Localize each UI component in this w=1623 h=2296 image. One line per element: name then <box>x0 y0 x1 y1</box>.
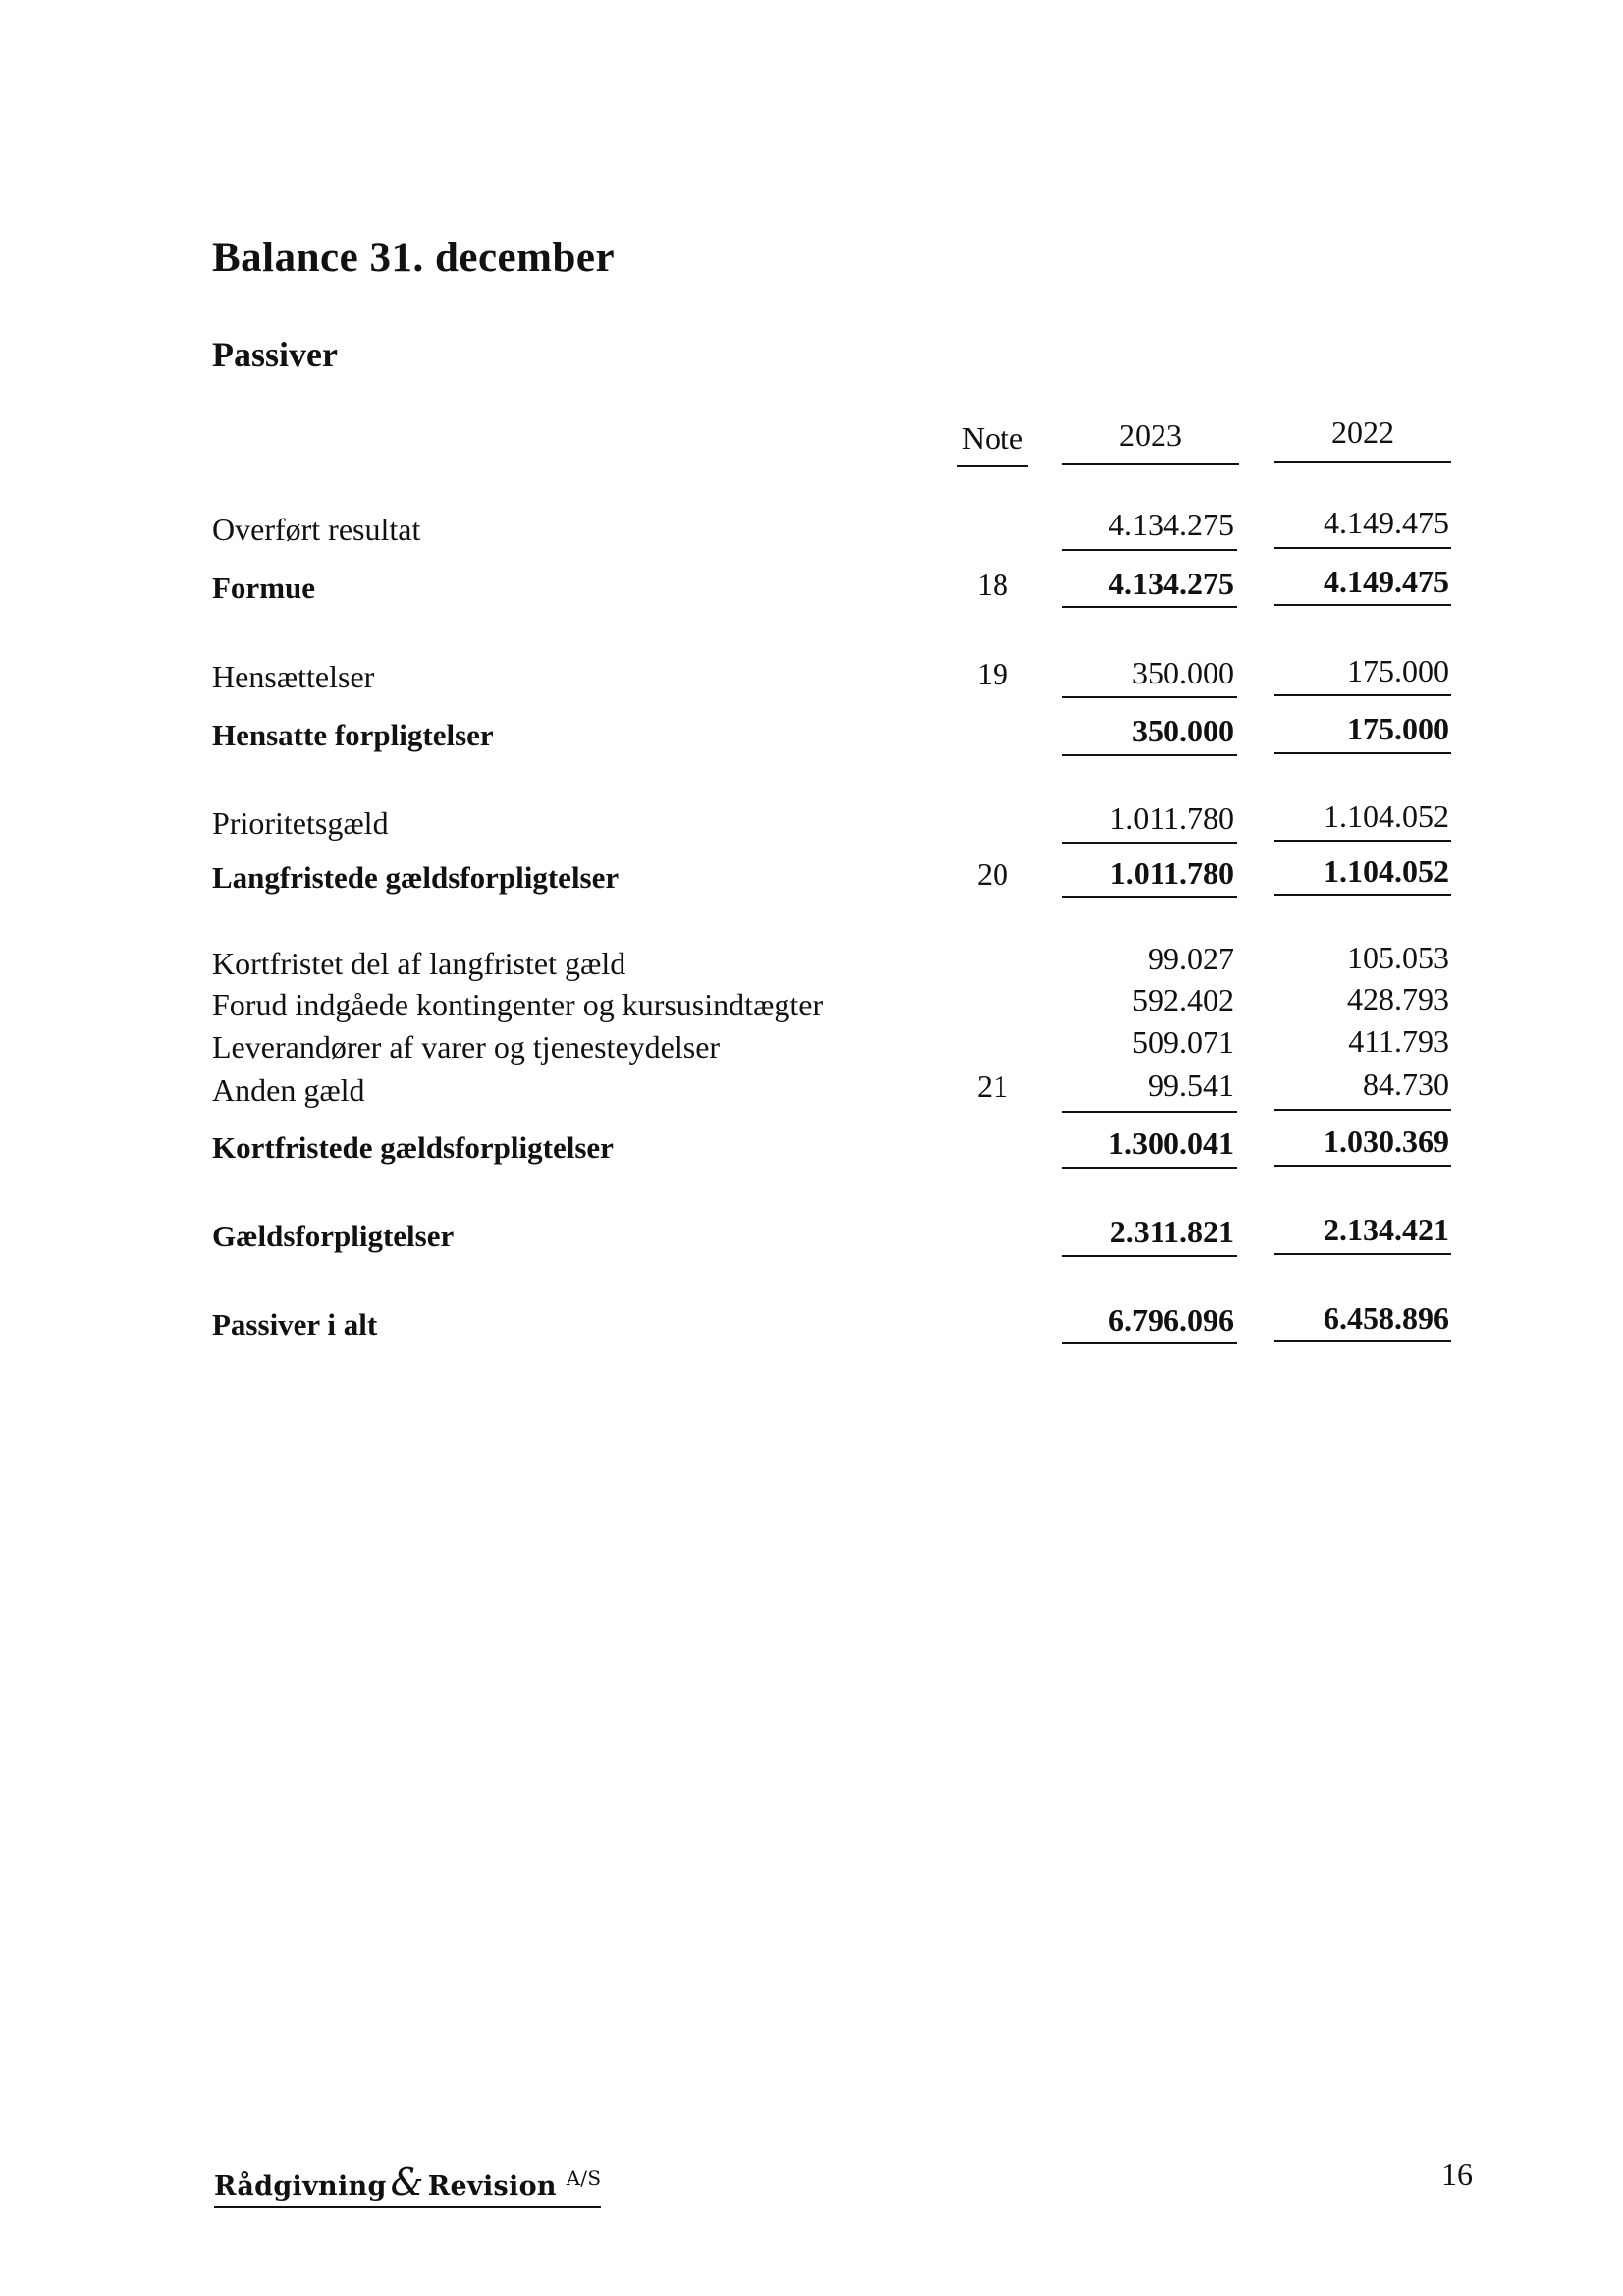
logo-suffix: A/S <box>566 2166 602 2190</box>
note-ref: 21 <box>977 1068 1008 1104</box>
value-2023: 2.311.821 <box>1109 1214 1234 1249</box>
sum-rule <box>1062 549 1237 551</box>
total-rule <box>1062 606 1237 608</box>
value-2023: 99.541 <box>1148 1067 1234 1103</box>
value-2022: 4.149.475 <box>1324 505 1449 540</box>
note-ref: 20 <box>977 856 1008 892</box>
value-2023: 1.011.780 <box>1109 800 1234 836</box>
row-label-subtotal: Kortfristede gældsforpligtelser <box>212 1130 614 1165</box>
row-label: Hensættelser <box>212 659 375 694</box>
value-2023: 350.000 <box>1132 713 1234 748</box>
total-rule <box>1274 1340 1451 1342</box>
row-label-subtotal: Langfristede gældsforpligtelser <box>212 860 620 895</box>
row-label: Overført resultat <box>212 512 421 547</box>
value-2022: 175.000 <box>1347 711 1449 746</box>
total-rule <box>1274 1165 1451 1167</box>
sum-rule <box>1274 694 1451 696</box>
header-rule-2022 <box>1274 461 1451 463</box>
total-rule <box>1062 1342 1237 1344</box>
sum-rule <box>1062 696 1237 698</box>
value-2022: 1.104.052 <box>1324 798 1449 834</box>
row-label: Forud indgåede kontingenter og kursusindtægter <box>212 987 824 1022</box>
value-2022: 1.104.052 <box>1324 853 1449 889</box>
total-rule <box>1062 754 1237 756</box>
value-2022: 428.793 <box>1347 981 1449 1016</box>
sum-rule <box>1274 840 1451 842</box>
row-label-subtotal: Gældsforpligtelser <box>212 1219 455 1253</box>
value-2023: 4.134.275 <box>1109 566 1234 601</box>
section-title: Passiver <box>212 335 338 374</box>
logo-ampersand: & <box>390 2160 424 2204</box>
logo-text-part2: Revision <box>427 2171 557 2202</box>
value-2023: 6.796.096 <box>1109 1302 1234 1338</box>
row-label: Prioritetsgæld <box>212 805 389 841</box>
header-rule-2023 <box>1062 463 1239 465</box>
value-2023: 99.027 <box>1148 941 1234 976</box>
row-label-subtotal: Hensatte forpligtelser <box>212 718 494 752</box>
total-rule <box>1062 1255 1237 1257</box>
total-rule <box>1062 896 1237 898</box>
sum-rule <box>1062 842 1237 844</box>
note-ref: 18 <box>977 567 1008 602</box>
row-label: Leverandører af varer og tjenesteydelser <box>212 1029 721 1065</box>
row-label-grand-total: Passiver i alt <box>212 1307 378 1341</box>
total-rule <box>1274 894 1451 896</box>
total-rule <box>1062 1167 1237 1169</box>
value-2022: 1.030.369 <box>1324 1123 1449 1159</box>
value-2023: 4.134.275 <box>1109 507 1234 542</box>
page-number: 16 <box>1441 2157 1473 2192</box>
total-rule <box>1274 752 1451 754</box>
value-2023: 1.011.780 <box>1109 855 1234 891</box>
value-2022: 411.793 <box>1348 1023 1449 1059</box>
value-2023: 350.000 <box>1132 655 1234 690</box>
row-label: Kortfristet del af langfristet gæld <box>212 946 626 981</box>
sum-rule <box>1274 1109 1451 1111</box>
value-2023: 1.300.041 <box>1109 1125 1234 1161</box>
total-rule <box>1274 1253 1451 1255</box>
value-2022: 4.149.475 <box>1324 564 1449 599</box>
value-2023: 592.402 <box>1132 982 1234 1017</box>
sum-rule <box>1274 547 1451 549</box>
column-header-year-2023: 2023 <box>1119 417 1182 453</box>
value-2023: 509.071 <box>1132 1024 1234 1060</box>
value-2022: 6.458.896 <box>1324 1300 1449 1336</box>
logo-text-part1: Rådgivning <box>214 2171 387 2202</box>
value-2022: 175.000 <box>1347 653 1449 688</box>
column-header-note: Note <box>961 420 1024 456</box>
sum-rule <box>1062 1111 1237 1113</box>
total-rule <box>1274 604 1451 606</box>
note-ref: 19 <box>977 656 1008 691</box>
value-2022: 2.134.421 <box>1324 1212 1449 1247</box>
value-2022: 84.730 <box>1363 1066 1449 1102</box>
page-title: Balance 31. december <box>212 235 616 281</box>
header-rule-note <box>957 465 1028 467</box>
column-header-year-2022: 2022 <box>1331 414 1394 450</box>
row-label-subtotal: Formue <box>212 571 316 605</box>
value-2022: 105.053 <box>1347 940 1449 975</box>
row-label: Anden gæld <box>212 1072 365 1108</box>
company-logo <box>214 2160 601 2208</box>
